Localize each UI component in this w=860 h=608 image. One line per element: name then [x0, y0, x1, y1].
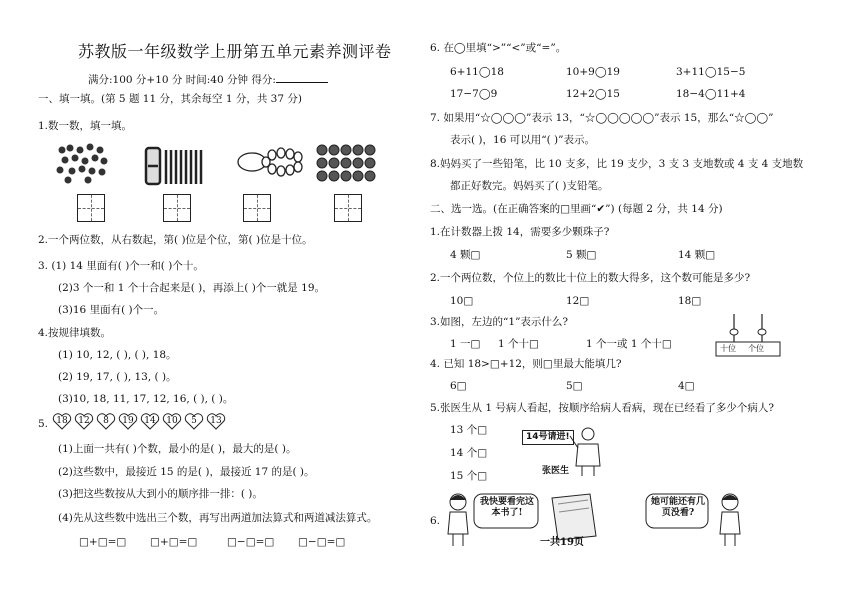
choice-question-1: 1.在计数器上拨 14，需要多少颗珠子?: [430, 226, 610, 238]
choice-option[interactable]: 10□: [450, 295, 474, 307]
heart-number: 19: [122, 416, 134, 426]
question-3-3: (3)16 里面有( )个一。: [58, 304, 165, 316]
heart-number: 14: [144, 416, 156, 426]
doctor-label: 张医生: [542, 466, 570, 476]
choice-option[interactable]: 4□: [678, 380, 695, 392]
score-blank[interactable]: [276, 72, 328, 83]
answer-box-1[interactable]: [77, 194, 105, 222]
heart-icon: [118, 413, 138, 430]
question-1: 1.数一数，填一填。: [38, 120, 133, 132]
choice-option[interactable]: 14 个□: [450, 447, 488, 459]
choice-option[interactable]: 1 个一或 1 个十□: [586, 338, 672, 350]
stick-bundle-icon: [146, 148, 201, 184]
heart-icon: [162, 413, 182, 430]
abacus-label-ones: 个位: [748, 344, 764, 353]
choice-option[interactable]: 1 一□: [450, 338, 481, 350]
comparison-item[interactable]: 12+2◯15: [566, 88, 620, 100]
question-6: 6. 在◯里填“>”“<”或“=”。: [430, 42, 567, 54]
comparison-item[interactable]: 18−4◯11+4: [676, 88, 746, 100]
choice-question-3: 3.如图，左边的“1”表示什么?: [430, 316, 569, 328]
comparison-item[interactable]: 3+11◯15−5: [676, 66, 746, 78]
counting-objects: [40, 138, 470, 198]
formula-blank[interactable]: □−□=□: [227, 536, 275, 548]
bubble-right-text: 她可能还有几页没看?: [650, 497, 705, 518]
question-2: 2.一个两位数，从右数起，第( )位是个位，第( )位是十位。: [38, 234, 313, 246]
choice-question-6-number: 6.: [430, 515, 441, 527]
choice-option[interactable]: 12□: [566, 295, 590, 307]
choice-option[interactable]: 14 颗□: [678, 249, 716, 261]
choice-question-5: 5.张医生从 1 号病人看起，按顺序给病人看病，现在已经看了多少个病人?: [430, 402, 775, 414]
question-3-2: (2)3 个一和 1 个十合起来是( )，再添上( )个一就是 19。: [58, 282, 326, 294]
heart-number: 12: [78, 416, 90, 426]
question-4-3: (3)10, 18, 11, 17, 12, 16, ( ), ( )。: [58, 393, 234, 405]
choice-option[interactable]: 13 个□: [450, 424, 488, 436]
choice-option[interactable]: 4 颗□: [450, 249, 481, 261]
abacus-label-tens: 十位: [720, 344, 736, 353]
coins-icon: [317, 145, 375, 181]
question-5-4: (4)先从这些数中选出三个数，再写出两道加法算式和两道减法算式。: [58, 512, 378, 524]
answer-box-3[interactable]: [243, 194, 271, 222]
doctor-icon: [568, 426, 608, 478]
formula-blank[interactable]: □+□=□: [150, 536, 198, 548]
question-7-line-1: 7. 如果用“☆◯◯◯”表示 13，“☆◯◯◯◯◯”表示 15，那么“☆◯◯”: [430, 112, 774, 124]
girl-left-icon: [448, 494, 468, 546]
section-2-title: 二、选一选。(在正确答案的□里画“✔”) (每题 2 分，共 14 分): [430, 203, 723, 215]
exam-meta-text: 满分:100 分+10 分 时间:40 分钟 得分:: [88, 74, 276, 86]
beads-icon: [238, 148, 302, 176]
heart-number: 10: [166, 416, 178, 426]
heart-icon: [96, 413, 116, 430]
choice-option[interactable]: 1 个十□: [498, 338, 539, 350]
question-8-line-1: 8.妈妈买了一些铅笔，比 10 支多，比 19 支少，3 支 3 支地数或 4 支 4 支地数: [430, 158, 804, 170]
choice-question-2: 2.一个两位数，个位上的数比十位上的数大得多，这个数可能是多少?: [430, 272, 751, 284]
page-title: 苏教版一年级数学上册第五单元素养测评卷: [78, 42, 392, 61]
choice-option[interactable]: 6□: [450, 380, 467, 392]
bubble-left-text: 我快要看完这本书了!: [479, 497, 534, 518]
formula-blank[interactable]: □+□=□: [79, 536, 127, 548]
answer-box-2[interactable]: [163, 194, 191, 222]
patient-sign: 14号请进!: [522, 430, 574, 445]
comparison-item[interactable]: 10+9◯19: [566, 66, 620, 78]
heart-number: 5: [191, 416, 197, 426]
book-icon: [552, 494, 596, 540]
question-4-1: (1) 10, 12, ( ), ( ), 18。: [58, 349, 177, 361]
choice-option[interactable]: 18□: [678, 295, 702, 307]
question-4: 4.按规律填数。: [38, 327, 112, 339]
heart-number: 18: [56, 416, 68, 426]
girl-right-icon: [720, 494, 740, 546]
heart-number: 8: [103, 416, 109, 426]
question-5-2: (2)这些数中，最接近 15 的是( )，最接近 17 的是( )。: [58, 466, 315, 478]
choice-option[interactable]: 5□: [566, 380, 583, 392]
question-5-1: (1)上面一共有( )个数，最小的是( )，最大的是( )。: [58, 443, 297, 455]
answer-box-4[interactable]: [334, 194, 362, 222]
choice-option[interactable]: 5 颗□: [566, 249, 597, 261]
question-8-line-2: 都正好数完。妈妈买了( )支铅笔。: [450, 180, 609, 192]
question-7-line-2: 表示( )，16 可以用“( )”表示。: [450, 134, 595, 146]
abacus-icon: [712, 312, 784, 364]
heart-number: 13: [210, 416, 222, 426]
formula-blank[interactable]: □−□=□: [298, 536, 346, 548]
exam-meta: [88, 72, 328, 87]
heart-icon: [206, 413, 226, 430]
section-1-title: 一、填一填。(第 5 题 11 分，其余每空 1 分，共 37 分): [38, 93, 302, 105]
book-caption: 一共19页: [540, 537, 584, 548]
choice-option[interactable]: 15 个□: [450, 470, 488, 482]
choice-question-4: 4. 已知 18>□+12，则□里最大能填几?: [430, 358, 622, 370]
question-3-1: 3. (1) 14 里面有( )个一和( )个十。: [38, 260, 204, 272]
comparison-item[interactable]: 17−7◯9: [450, 88, 498, 100]
question-4-2: (2) 19, 17, ( ), 13, ( )。: [58, 371, 177, 383]
heart-icon: [140, 413, 160, 430]
heart-icon: [52, 413, 72, 430]
question-5-3: (3)把这些数按从大到小的顺序排一排：( )。: [58, 488, 263, 500]
question-5-number: 5.: [38, 418, 49, 430]
heart-icon: [184, 413, 204, 430]
fruit-cluster-icon: [57, 144, 108, 184]
heart-icon: [74, 413, 94, 430]
comparison-item[interactable]: 6+11◯18: [450, 66, 504, 78]
